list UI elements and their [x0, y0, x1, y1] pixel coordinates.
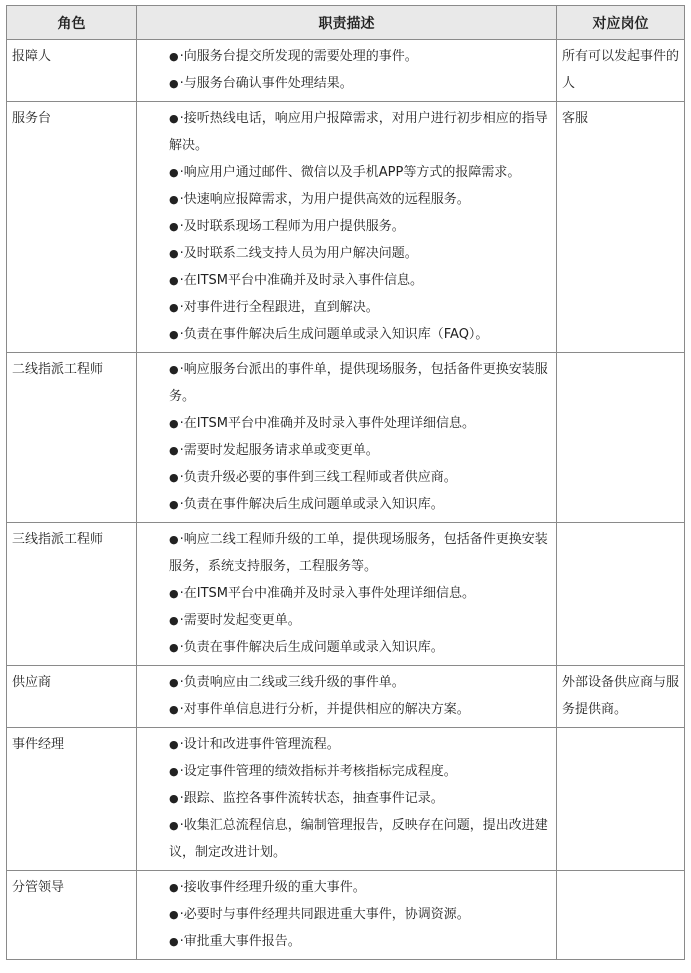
duty-item — [169, 321, 552, 348]
bullet-icon: ● — [169, 166, 179, 179]
bullet-icon: ● — [169, 417, 179, 430]
duty-item — [169, 696, 552, 723]
duty-text: ·快速响应报障需求，为用户提供高效的远程服务。 — [179, 192, 470, 207]
post-cell: 所有可以发起事件的人 — [557, 40, 685, 102]
duty-item — [169, 240, 552, 267]
header-post: 对应岗位 — [557, 6, 685, 40]
duty-text: ·需要时发起服务请求单或变更单。 — [179, 443, 379, 458]
duty-item — [169, 812, 552, 866]
duty-text: ·对事件单信息进行分析，并提供相应的解决方案。 — [179, 702, 470, 717]
bullet-icon: ● — [169, 587, 179, 600]
duties-cell — [137, 666, 557, 728]
duty-text: ·必要时与事件经理共同跟进重大事件，协调资源。 — [179, 907, 470, 922]
duty-item — [169, 356, 552, 410]
bullet-icon: ● — [169, 274, 179, 287]
duty-item — [169, 580, 552, 607]
header-row — [7, 6, 685, 40]
bullet-icon: ● — [169, 77, 179, 90]
bullet-icon: ● — [169, 614, 179, 627]
duty-text: ·跟踪、监控各事件流转状态，抽查事件记录。 — [179, 791, 444, 806]
table-row — [7, 666, 685, 728]
bullet-icon: ● — [169, 881, 179, 894]
post-cell: 外部设备供应商与服务提供商。 — [557, 666, 685, 728]
duty-text: ·收集汇总流程信息，编制管理报告，反映存在问题，提出改进建议，制定改进计划。 — [169, 818, 548, 860]
post-cell — [557, 871, 685, 960]
duty-text: ·在ITSM平台中准确并及时录入事件信息。 — [179, 273, 423, 288]
duty-text: ·响应用户通过邮件、微信以及手机APP等方式的报障需求。 — [179, 165, 521, 180]
bullet-icon: ● — [169, 765, 179, 778]
bullet-icon: ● — [169, 301, 179, 314]
duty-item — [169, 526, 552, 580]
bullet-icon: ● — [169, 819, 179, 832]
duty-list — [142, 731, 552, 866]
role-cell: 二线指派工程师 — [7, 353, 137, 523]
table-row — [7, 523, 685, 666]
duties-cell — [137, 871, 557, 960]
duty-item — [169, 294, 552, 321]
bullet-icon: ● — [169, 328, 179, 341]
duty-text: ·及时联系二线支持人员为用户解决问题。 — [179, 246, 418, 261]
bullet-icon: ● — [169, 444, 179, 457]
duty-text: ·向服务台提交所发现的需要处理的事件。 — [179, 49, 418, 64]
header-role: 角色 — [7, 6, 137, 40]
bullet-icon: ● — [169, 792, 179, 805]
duties-cell — [137, 728, 557, 871]
role-cell: 服务台 — [7, 102, 137, 353]
duty-text: ·及时联系现场工程师为用户提供服务。 — [179, 219, 405, 234]
duty-text: ·对事件进行全程跟进，直到解决。 — [179, 300, 379, 315]
duty-text: ·负责在事件解决后生成问题单或录入知识库。 — [179, 640, 444, 655]
duty-item — [169, 70, 552, 97]
role-cell: 分管领导 — [7, 871, 137, 960]
duty-list — [142, 356, 552, 518]
table-body — [7, 40, 685, 960]
duty-item — [169, 105, 552, 159]
bullet-icon: ● — [169, 112, 179, 125]
duty-text: ·接收事件经理升级的重大事件。 — [179, 880, 366, 895]
duty-list — [142, 43, 552, 97]
bullet-icon: ● — [169, 908, 179, 921]
duty-text: ·响应服务台派出的事件单，提供现场服务，包括备件更换安装服务。 — [169, 362, 548, 404]
bullet-icon: ● — [169, 471, 179, 484]
duty-item — [169, 159, 552, 186]
post-cell — [557, 728, 685, 871]
duty-item — [169, 186, 552, 213]
duty-text: ·负责在事件解决后生成问题单或录入知识库（FAQ）。 — [179, 327, 489, 342]
duty-item — [169, 785, 552, 812]
table-row — [7, 102, 685, 353]
table-row — [7, 40, 685, 102]
duty-item — [169, 491, 552, 518]
bullet-icon: ● — [169, 676, 179, 689]
table-row — [7, 728, 685, 871]
bullet-icon: ● — [169, 533, 179, 546]
duty-list — [142, 669, 552, 723]
duty-item — [169, 464, 552, 491]
duty-item — [169, 410, 552, 437]
role-cell: 事件经理 — [7, 728, 137, 871]
bullet-icon: ● — [169, 498, 179, 511]
duty-text: ·在ITSM平台中准确并及时录入事件处理详细信息。 — [179, 416, 475, 431]
duty-text: ·响应二线工程师升级的工单，提供现场服务，包括备件更换安装服务，系统支持服务，工程服务等。 — [169, 532, 548, 574]
duty-text: ·负责在事件解决后生成问题单或录入知识库。 — [179, 497, 444, 512]
duty-item — [169, 928, 552, 955]
post-cell: 客服 — [557, 102, 685, 353]
duty-item — [169, 634, 552, 661]
duty-text: ·在ITSM平台中准确并及时录入事件处理详细信息。 — [179, 586, 475, 601]
bullet-icon: ● — [169, 363, 179, 376]
duty-item — [169, 43, 552, 70]
bullet-icon: ● — [169, 247, 179, 260]
duty-text: ·设计和改进事件管理流程。 — [179, 737, 340, 752]
duty-text: ·审批重大事件报告。 — [179, 934, 301, 949]
duty-list — [142, 105, 552, 348]
duty-text: ·需要时发起变更单。 — [179, 613, 301, 628]
header-duties: 职责描述 — [137, 6, 557, 40]
bullet-icon: ● — [169, 703, 179, 716]
role-cell: 三线指派工程师 — [7, 523, 137, 666]
bullet-icon: ● — [169, 641, 179, 654]
bullet-icon: ● — [169, 193, 179, 206]
duty-text: ·设定事件管理的绩效指标并考核指标完成程度。 — [179, 764, 457, 779]
duty-item — [169, 267, 552, 294]
bullet-icon: ● — [169, 220, 179, 233]
duty-list — [142, 526, 552, 661]
bullet-icon: ● — [169, 935, 179, 948]
duties-cell — [137, 353, 557, 523]
duty-item — [169, 901, 552, 928]
duties-cell — [137, 523, 557, 666]
duties-cell — [137, 102, 557, 353]
table-row — [7, 871, 685, 960]
duty-item — [169, 437, 552, 464]
duty-text: ·负责响应由二线或三线升级的事件单。 — [179, 675, 405, 690]
duty-item — [169, 731, 552, 758]
duty-list — [142, 874, 552, 955]
duty-item — [169, 669, 552, 696]
role-cell: 供应商 — [7, 666, 137, 728]
duty-text: ·接听热线电话，响应用户报障需求，对用户进行初步相应的指导解决。 — [169, 111, 548, 153]
duty-text: ·负责升级必要的事件到三线工程师或者供应商。 — [179, 470, 457, 485]
post-cell — [557, 523, 685, 666]
duty-item — [169, 213, 552, 240]
roles-responsibilities-table — [6, 5, 685, 960]
role-cell: 报障人 — [7, 40, 137, 102]
table-row — [7, 353, 685, 523]
bullet-icon: ● — [169, 50, 179, 63]
post-cell — [557, 353, 685, 523]
duty-item — [169, 758, 552, 785]
duty-text: ·与服务台确认事件处理结果。 — [179, 76, 353, 91]
duties-cell — [137, 40, 557, 102]
bullet-icon: ● — [169, 738, 179, 751]
duty-item — [169, 874, 552, 901]
duty-item — [169, 607, 552, 634]
